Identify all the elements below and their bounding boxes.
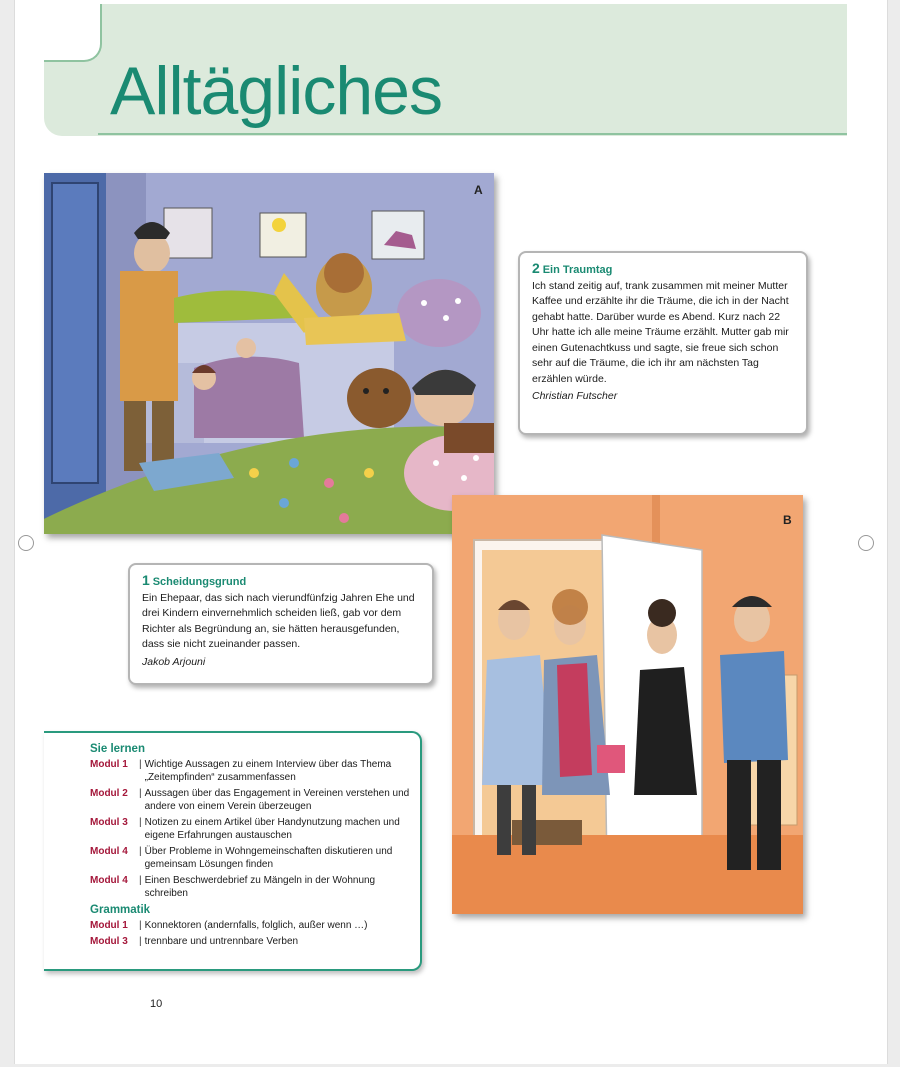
register-mark-right [858, 535, 874, 551]
learning-goals-title: Sie lernen [90, 743, 145, 755]
page-number: 10 [150, 998, 163, 1010]
learning-item: Modul 4 | Einen Beschwerdebrief zu Mängeln in der Wohnung schreiben [90, 874, 410, 900]
learning-item: Modul 2 | Aussagen über das Engagement in Vereinen verstehen und andere von einem Verein überzeugen [90, 788, 410, 812]
learning-item: Modul 1 | Wichtige Aussagen zu einem Interview über das Thema „Zeitempfinden“ zusammenfassen [90, 758, 410, 784]
text-box-scheidungsgrund [128, 563, 434, 685]
module-text: trennbare und untrennbare Verben [144, 936, 299, 947]
grammar-title: Grammatik [90, 904, 151, 916]
header-corner [44, 4, 102, 62]
text-number: 2 [532, 260, 540, 276]
learning-goals-box [44, 731, 422, 971]
module-text: Notizen zu einem Artikel über Handynutzung machen und eigene Erfahrungen austauschen [144, 817, 400, 841]
module-label: Modul 4 [90, 846, 128, 857]
grammar-item: Modul 1 | Konnektoren (andernfalls, folglich, außer wenn …) [90, 920, 368, 931]
text-author: Jakob Arjouni [142, 655, 206, 668]
header-divider [98, 133, 847, 135]
illustration-a [44, 173, 494, 534]
illustration-b [452, 495, 803, 914]
module-label: Modul 1 [90, 920, 128, 931]
text-box-traumtag [518, 251, 808, 435]
module-label: Modul 3 [90, 817, 128, 828]
illustration-b-label: B [783, 513, 792, 527]
module-label: Modul 4 [90, 875, 128, 886]
module-text: Aussagen über das Engagement in Vereinen verstehen und andere von einem Verein überzeugen [144, 788, 410, 812]
text-heading: Scheidungsgrund [152, 576, 247, 588]
text-author: Christian Futscher [532, 390, 618, 402]
module-label: Modul 1 [90, 759, 128, 770]
module-label: Modul 3 [90, 936, 128, 947]
module-text: Einen Beschwerdebrief zu Mängeln in der Wohnung schreiben [144, 875, 376, 899]
text-heading: Ein Traumtag [542, 264, 613, 276]
module-label: Modul 2 [90, 788, 128, 799]
grammar-item: Modul 3 | trennbare und untrennbare Verben [90, 936, 299, 947]
learning-item: Modul 3 | Notizen zu einem Artikel über Handynutzung machen und eigene Erfahrungen austauschen [90, 816, 410, 842]
text-number: 1 [142, 572, 150, 588]
learning-item: Modul 4 | Über Probleme in Wohngemeinschaften diskutieren und gemeinsam Lösungen finden [90, 845, 410, 871]
register-mark-left [18, 535, 34, 551]
illustration-a-label: A [474, 183, 483, 197]
module-text: Konnektoren (andernfalls, folglich, außer wenn …) [144, 920, 368, 931]
module-text: Über Probleme in Wohngemeinschaften diskutieren und gemeinsam Lösungen finden [144, 846, 393, 870]
text-body: Ein Ehepaar, das sich nach vierundfünfzig Jahren Ehe und drei Kindern einvernehmlich scheiden ließ, gab vor dem Richter als Begründung an, sie hätten herausgefunden, dass sie nicht zueinander passen. [142, 591, 415, 650]
module-text: Wichtige Aussagen zu einem Interview über das Thema „Zeitempfinden“ zusammenfassen [144, 759, 392, 783]
page-title: Alltägliches [110, 53, 442, 129]
bedroom-scene-image [44, 173, 494, 534]
doorway-scene-image [452, 495, 803, 914]
text-body: Ich stand zeitig auf, trank zusammen mit meiner Mutter Kaffee und erzählte ihr die Träume, die ich in der Nacht gehabt hatte. Darüber wurde es Abend. Kurz nach 22 Uhr hatte ich alle meine Träume erzählt. Mutter gab mir einen Gutenachtkuss und sagte, sie freue sich schon sehr auf die Träume, die ich ihr am nächsten Tag erzählen würde. [532, 279, 789, 385]
